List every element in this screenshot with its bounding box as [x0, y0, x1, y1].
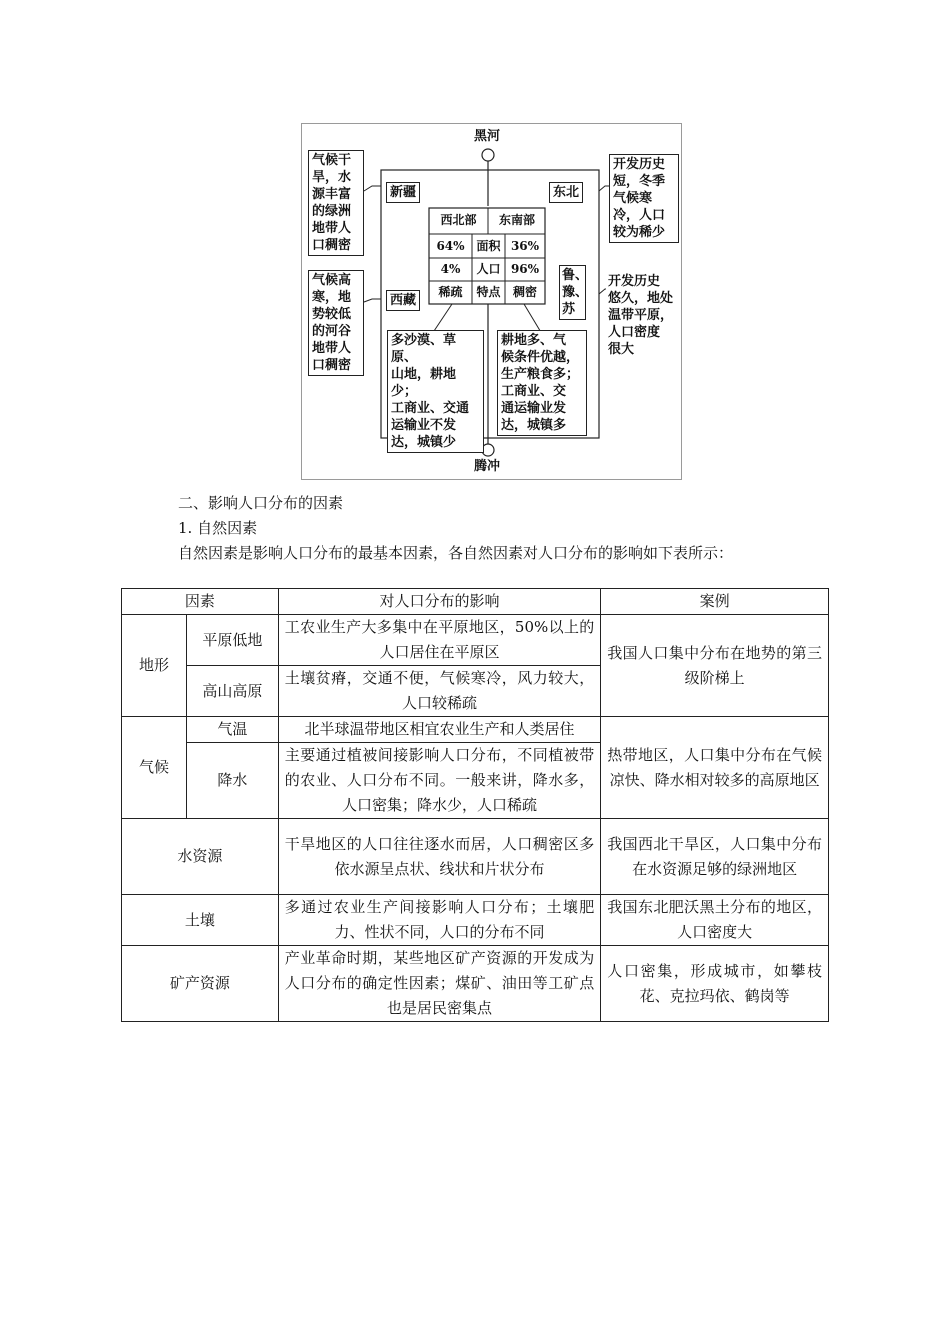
- factor-soil: 土壤: [122, 895, 279, 946]
- note-southeast: 耕地多、气 候条件优越， 生产粮食多； 工商业、交 通运输业发 达，城镇多: [497, 330, 587, 436]
- effect-cell: 主要通过植被间接影响人口分布，不同植被带的农业、人口分布不同。一般来讲，降水多，人口密集；降水少，人口稀疏: [278, 743, 601, 819]
- intro-paragraph: 自然因素是影响人口分布的最基本因素，各自然因素对人口分布的影响如下表所示：: [178, 544, 734, 562]
- region-xizang: 西藏: [386, 290, 420, 311]
- case-cell: 人口密集，形成城市，如攀枝花、克拉玛依、鹤岗等: [601, 946, 829, 1022]
- effect-cell: 多通过农业生产间接影响人口分布；土壤肥力、性状不同，人口的分布不同: [278, 895, 601, 946]
- region-luyusu: 鲁、 豫、 苏: [559, 265, 586, 320]
- table-header-row: [122, 589, 829, 615]
- case-cell: 我国人口集中分布在地势的第三级阶梯上: [601, 615, 829, 717]
- table-cell: 面积: [476, 239, 501, 253]
- subfactor: 降水: [186, 743, 278, 819]
- table-cell: 稠密: [512, 285, 537, 299]
- effect-cell: 北半球温带地区相宜农业生产和人类居住: [278, 717, 601, 743]
- table-cell: 特点: [476, 285, 501, 299]
- effect-cell: 产业革命时期，某些地区矿产资源的开发成为人口分布的确定性因素；煤矿、油田等工矿点也是居民密集点: [278, 946, 601, 1022]
- region-dongbei: 东北: [549, 182, 583, 203]
- factors-table: [121, 588, 829, 1022]
- table-row: [122, 946, 829, 1022]
- factor-water: 水资源: [122, 819, 279, 895]
- case-cell: 我国西北干旱区，人口集中分布在水资源足够的绿洲地区: [601, 819, 829, 895]
- subfactor: 高山高原: [186, 666, 278, 717]
- note-xinjiang: 气候干 旱，水 源丰富 的绿洲 地带人 口稠密: [308, 150, 364, 256]
- header-case: 案例: [601, 589, 829, 615]
- table-cell: 96%: [510, 262, 540, 276]
- header-northwest: 西北部: [440, 213, 477, 227]
- table-row: [122, 895, 829, 946]
- table-cell: 36%: [510, 239, 540, 253]
- population-line-diagram: [301, 123, 682, 480]
- header-factor: 因素: [122, 589, 279, 615]
- header-effect: 对人口分布的影响: [278, 589, 601, 615]
- city-label-heihe: 黑河: [474, 129, 501, 144]
- table-cell: 稀疏: [438, 285, 463, 299]
- note-luyusu: 开发历史 悠久，地处 温带平原， 人口密度 很大: [606, 272, 680, 359]
- table-row: [122, 615, 829, 666]
- factor-terrain: 地形: [122, 615, 187, 717]
- note-dongbei: 开发历史 短，冬季 气候寒 冷，人口 较为稀少: [609, 154, 679, 243]
- subfactor: 气温: [186, 717, 278, 743]
- effect-cell: 土壤贫瘠，交通不便，气候寒冷，风力较大，人口较稀疏: [278, 666, 601, 717]
- case-cell: 热带地区，人口集中分布在气候凉快、降水相对较多的高原地区: [601, 717, 829, 819]
- header-southeast: 东南部: [498, 213, 535, 227]
- city-label-tengchong: 腾冲: [474, 459, 501, 474]
- note-northwest: 多沙漠、草原、 山地，耕地少； 工商业、交通 运输业不发 达，城镇少: [387, 330, 484, 453]
- subsection-heading: 1. 自然因素: [178, 519, 258, 537]
- region-xinjiang: 新疆: [386, 182, 420, 203]
- factor-mineral: 矿产资源: [122, 946, 279, 1022]
- table-row: [122, 819, 829, 895]
- table-cell: 人口: [476, 262, 501, 276]
- table-row: [122, 717, 829, 743]
- effect-cell: 干旱地区的人口往往逐水而居，人口稠密区多依水源呈点状、线状和片状分布: [278, 819, 601, 895]
- table-cell: 64%: [436, 239, 465, 253]
- case-cell: 我国东北肥沃黑土分布的地区，人口密度大: [601, 895, 829, 946]
- section-heading: 二、影响人口分布的因素: [178, 494, 344, 512]
- subfactor: 平原低地: [186, 615, 278, 666]
- factor-climate: 气候: [122, 717, 187, 819]
- note-xizang: 气候高 寒，地 势较低 的河谷 地带人 口稠密: [308, 270, 364, 376]
- table-cell: 4%: [440, 262, 461, 276]
- effect-cell: 工农业生产大多集中在平原地区，50%以上的人口居住在平原区: [278, 615, 601, 666]
